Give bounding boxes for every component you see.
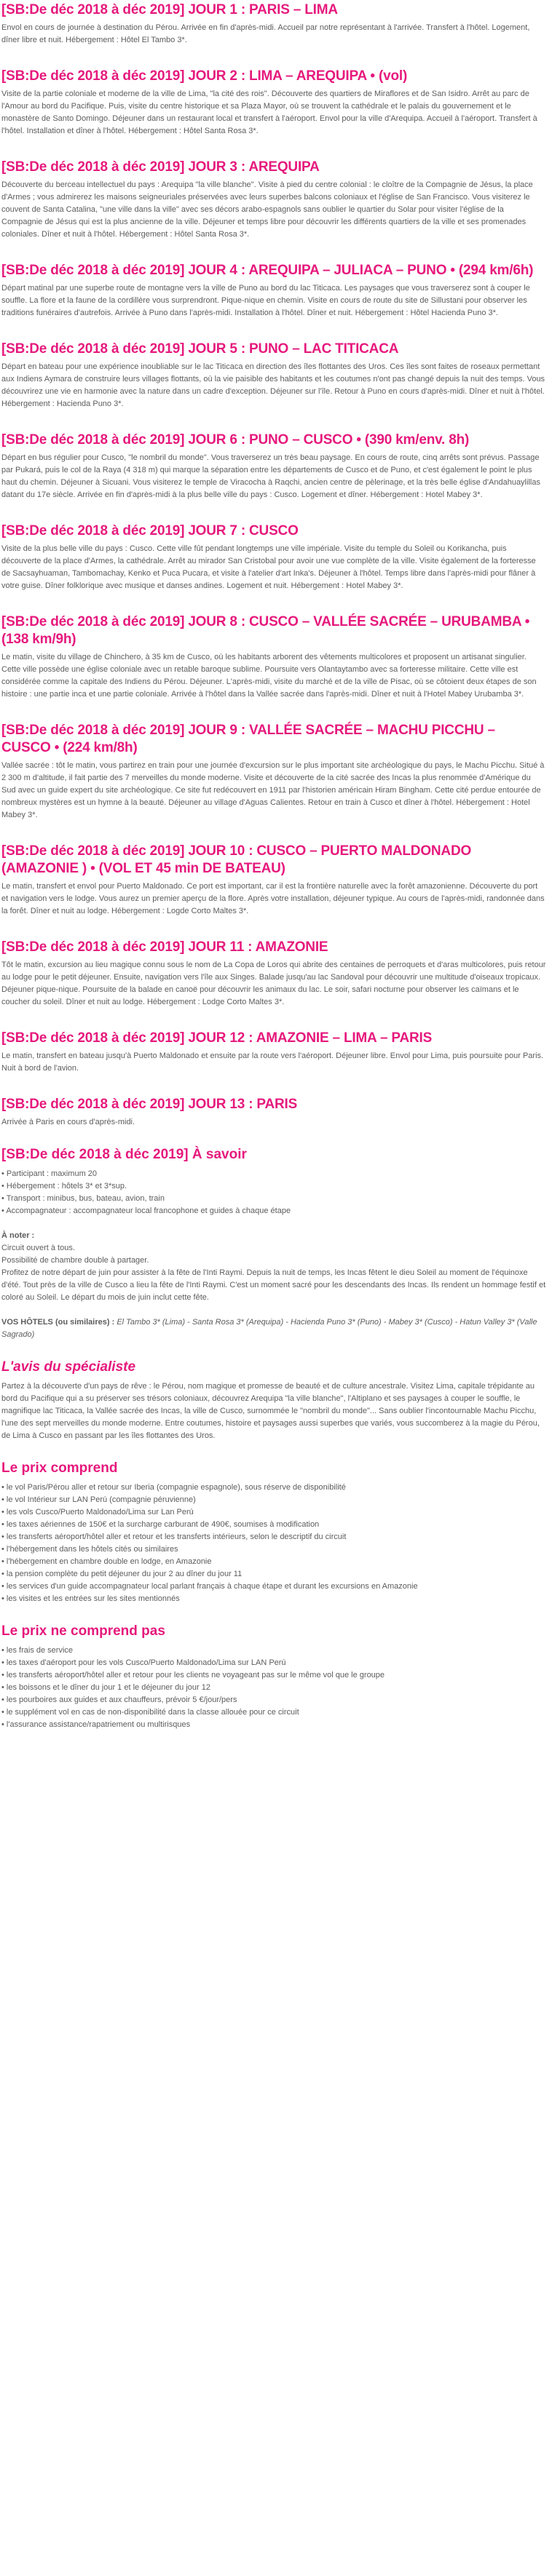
prix-comprend-title: Le prix comprend [1,1460,118,1476]
list-item: • les pourboires aux guides et aux chauffeurs, prévoir 5 €/jour/pers [1,1696,237,1704]
day-title: [SB:De déc 2018 à déc 2019] JOUR 6 : PUNO – CUSCO • (390 km/env. 8h) [1,432,470,448]
day-title: [SB:De déc 2018 à déc 2019] JOUR 11 : AMAZONIE [1,939,328,955]
prix-ne-comprend-section [1,1623,546,1731]
note-line: Profitez de notre départ de juin pour assister à la fête de l'Inti Raymi. Depuis la nuit de temps, les Incas fêtent le dieu Soleil au moment de l'équinoxe d'été. Tout près de la ville de Cusco a lieu la fête de l'Inti Raymi. C'est un moment sacré pour les descendants des Incas. Ils rendent un hommage festif et coloré au Soleil. Le départ du mois de juin inclut cette fête. [1,1268,546,1302]
hotels-text: El Tambo 3* (Lima) - Santa Rosa 3* (Arequipa) - Hacienda Puno 3* (Puno) - Mabey 3* (Cusco) - Hatun Valley 3* (Valle Sagrado) [1,1318,537,1339]
a-noter-heading: À noter : [1,1231,35,1240]
day-description: Visite de la plus belle ville du pays : Cusco. Cette ville fût pendant longtemps une ville impériale. Visite du temple du Soleil ou Korikancha, puis découverte de la place d'Armes, la cathédrale. Arrêt au mirador San Cristobal pour avoir une vue complète de la ville. Visite également de la forteresse de Sacsayhuaman, Tambomachay, Kenko et Puca Pucara, et visite à l'atelier d'art Inka's. Déjeuner à l'hôtel. Temps libre dans l'après-midi pour flâner à votre guise. Dîner folklorique avec musique et danses andines. Logement et nuit. Hébergement : Hotel Mabey 3*. [1,544,536,590]
list-item: • les services d'un guide accompagnateur local parlant français à chaque étape et durant les excursions en Amazonie [1,1582,418,1591]
a-savoir-list [1,1168,546,1217]
day-title: [SB:De déc 2018 à déc 2019] JOUR 2 : LIMA – AREQUIPA • (vol) [1,68,408,84]
a-savoir-section [1,1146,546,1341]
day-description: Vallée sacrée : tôt le matin, vous partirez en train pour une journée d'excursion sur le plus important site archéologique du pays, le Machu Picchu. Situé à 2 300 m d'altitude, il fait partie des 7 merveilles du monde moderne. Visite et découverte de la cité sacrée des Incas la plus renommée d'Amérique du Sud avec un guide expert du site archéologique. Ce site fut redécouvert en 1911 par l'historien américain Hiram Bingham. Cette cité perdue entourée de nombreux mystères est un hymne à la beauté. Déjeuner au village d'Aguas Calientes. Retour en train à Cusco et dîner à l'hôtel. Hébergement : Hotel Mabey 3*. [1,761,545,819]
list-item: • Accompagnateur : accompagnateur local francophone et guides à chaque étape [1,1206,291,1215]
note-line: Circuit ouvert à tous. [1,1244,75,1252]
day-block [1,159,546,241]
prix-comprend-list [1,1482,546,1605]
list-item: • Participant : maximum 20 [1,1169,98,1178]
day-description: Le matin, visite du village de Chinchero, à 35 km de Cusco, où les habitants arborent des vêtements multicolores et proposent un artisanat singulier. Cette ville possède une église coloniale avec un retable baroque sublime. Poursuite vers Olantaytambo avec sa forteresse militaire. Cette ville est considérée comme la capitale des Indiens du Pérou. Déjeuner. L'après-midi, visite du marché et de la ville de Pisac, où se côtoient deux étapes de son histoire : une partie inca et une partie coloniale. Arrivée à l'hôtel dans la Vallée sacrée dans l'après-midi. Dîner et nuit à l'Hotel Mabey Urubamba 3*. [1,653,537,699]
avis-title: L'avis du spécialiste [1,1359,136,1375]
hotels-block [1,1316,546,1341]
avis-text: Partez à la découverte d'un pays de rêve : le Pérou, nom magique et promesse de beauté et de culture ancestrale. Visitez Lima, capitale trépidante au bord du Pacifique qui a su préserver ses trésors coloniaux, découvrez Arequipa "la ville blanche", l'Altiplano et ses paysages à couper le souffle, le magnifique lac Titicaca, la Vallée sacrée des Incas, la ville de Cusco, surnommée le "nombril du monde"... Sans oublier l'incontournable Machu Picchu, l'une des sept merveilles du monde moderne. Entre coutumes, histoire et paysages aussi superbes que variés, vous succomberez à la magie du Pérou, de Lima à Cusco en passant par les îles flottantes des Uros. [1,1382,540,1440]
day-title: [SB:De déc 2018 à déc 2019] JOUR 3 : AREQUIPA [1,159,320,175]
prix-comprend-section [1,1460,546,1605]
day-block [1,613,546,701]
list-item: • le vol Intérieur sur LAN Perú (compagnie péruvienne) [1,1495,196,1504]
list-item: • les frais de service [1,1646,74,1655]
hotels-heading: VOS HÔTELS (ou similaires) : [1,1318,115,1327]
list-item: • les transferts aéroport/hôtel aller et retour pour les clients ne voyageant pas sur le même vol que le groupe [1,1671,385,1679]
day-title: [SB:De déc 2018 à déc 2019] JOUR 9 : VALLÉE SACRÉE – MACHU PICCHU – CUSCO • (224 km/8h) [1,723,495,755]
day-description: Départ en bus régulier pour Cusco, "le nombril du monde". Vous traverserez un très beau paysage. En cours de route, cinq arrêts sont prévus. Passage par Pukará, puis le col de la Raya (4 318 m) qui marque la séparation entre les départements de Cusco et de Puno, et c'est également le point le plus haut du chemin. Déjeuner à Sicuani. Vous visiterez le temple de Viracocha à Raqchi, ancien centre de pèlerinage, et la très belle église d'Andahuaylillas datant du 17e siècle. Arrivée en fin d'après-midi à la plus belle ville du pays : Cusco. Logement et dîner. Hébergement : Hotel Mabey 3*. [1,453,540,499]
day-list [1,1,546,1129]
day-block [1,432,546,501]
list-item: • les transferts aéroport/hôtel aller et retour et les transferts intérieurs, selon le descriptif du circuit [1,1533,347,1541]
day-block [1,522,546,592]
list-item: • l'hébergement dans les hôtels cités ou similaires [1,1545,178,1554]
list-item: • le vol Paris/Pérou aller et retour sur Iberia (compagnie espagnole), sous réserve de disponibilité [1,1483,346,1492]
day-block [1,1096,546,1129]
day-title: [SB:De déc 2018 à déc 2019] JOUR 7 : CUSCO [1,523,299,538]
day-block [1,1030,546,1075]
day-title: [SB:De déc 2018 à déc 2019] JOUR 5 : PUNO – LAC TITICACA [1,341,399,357]
list-item: • les taxes aériennes de 150€ et la surcharge carburant de 490€, soumises à modification [1,1520,320,1529]
day-title: [SB:De déc 2018 à déc 2019] JOUR 12 : AMAZONIE – LIMA – PARIS [1,1030,433,1046]
day-block [1,341,546,410]
list-item: • les vols Cusco/Puerto Maldonado/Lima sur Lan Perú [1,1508,194,1516]
list-item: • les boissons et le dîner du jour 1 et le déjeuner du jour 12 [1,1683,210,1692]
day-block [1,843,546,918]
list-item: • Transport : minibus, bus, bateau, avion, train [1,1194,165,1203]
day-title: [SB:De déc 2018 à déc 2019] JOUR 1 : PARIS – LIMA [1,2,338,17]
day-title: [SB:De déc 2018 à déc 2019] JOUR 10 : CUSCO – PUERTO MALDONADO (AMAZONIE ) • (VOL ET 45 min DE BATEAU) [1,843,472,876]
list-item: • les taxes d'aéroport pour les vols Cusco/Puerto Maldonado/Lima sur LAN Perú [1,1658,286,1667]
day-block [1,722,546,822]
avis-section [1,1359,546,1442]
list-item: • l'hébergement en chambre double en lodge, en Amazonie [1,1557,212,1566]
day-description: Arrivée à Paris en cours d'après-midi. [1,1118,135,1126]
day-description: Visite de la partie coloniale et moderne de la ville de Lima, "la cité des rois". Découverte des quartiers de Miraflores et de San Isidro. Arrêt au parc de l'Amour au bord du Pacifique. Puis, visite du centre historique et sa Plaza Mayor, où se trouvent la cathédrale et le palais du gouvernement et le monastère de Santo Domingo. Déjeuner dans un restaurant local et transfert à l'aéroport. Envol pour la ville d'Arequipa. Accueil à l'aéroport. Transfert à l'hôtel. Installation et dîner à l'hôtel. Hébergement : Hôtel Santa Rosa 3*. [1,90,537,135]
day-description: Le matin, transfert et envol pour Puerto Maldonado. Ce port est important, car il est la frontière naturelle avec la forêt amazonienne. Découverte du port et navigation vers le lodge. Vous aurez un premier aperçu de la flore. Après votre installation, déjeuner typique. Au cours de l'après-midi, randonnée dans la forêt. Dîner et nuit au lodge. Hébergement : Logde Corto Maltes 3*. [1,882,545,915]
day-block [1,68,546,138]
prix-ne-comprend-title: Le prix ne comprend pas [1,1623,165,1639]
a-noter-block [1,1230,546,1304]
day-description: Départ matinal par une superbe route de montagne vers la ville de Puno au bord du lac Titicaca. Les paysages que vous traverserez sont à couper le souffle. La flore et la faune de la cordillère vous surprendront. Pique-nique en chemin. Visite en cours de route du site de Sillustani pour observer les traditions funéraires d'autrefois. Arrivée à Puno dans l'après-midi. Installation à l'hôtel. Dîner et nuit. Hébergement : Hôtel Hacienda Puno 3*. [1,284,530,317]
day-block [1,262,546,319]
day-description: Découverte du berceau intellectuel du pays : Arequipa "la ville blanche". Visite à pied du centre colonial : le cloître de la Compagnie de Jésus, la place d'Armes ; vous admirerez les maisons seigneuriales préservées avec leurs superbes balcons coloniaux et l'église de San Francisco. Vous visiterez le couvent de Santa Catalina, "une ville dans la ville" avec ses décors arabo-espagnols sans oublier le quartier du Solar pour visiter l'église de la Compagnie de Jésus qui est la plus ancienne de la ville. Déjeuner et temps libre pour découvrir les différents quartiers de la ville et ses promenades coloniales. Dîner et nuit à l'hôtel. Hébergement : Hôtel Santa Rosa 3*. [1,180,533,239]
list-item: • l'assurance assistance/rapatriement ou multirisques [1,1720,191,1729]
list-item: • Hébergement : hôtels 3* et 3*sup. [1,1182,127,1190]
day-description: Envol en cours de journée à destination du Pérou. Arrivée en fin d'après-midi. Accueil par notre représentant à l'arrivée. Transfert à l'hôtel. Logement, dîner libre et nuit. Hébergement : Hôtel El Tambo 3*. [1,23,530,44]
day-block [1,939,546,1009]
note-line: Possibilité de chambre double à partager. [1,1256,149,1265]
day-title: [SB:De déc 2018 à déc 2019] JOUR 8 : CUSCO – VALLÉE SACRÉE – URUBAMBA • (138 km/9h) [1,614,530,647]
list-item: • le supplément vol en cas de non-disponibilité dans la classe allouée pour ce circuit [1,1708,299,1717]
day-title: [SB:De déc 2018 à déc 2019] JOUR 4 : AREQUIPA – JULIACA – PUNO • (294 km/6h) [1,263,534,278]
day-description: Tôt le matin, excursion au lieu magique connu sous le nom de La Copa de Loros qui abrite des centaines de perroquets et d'aras multicolores, puis retour au lodge pour le petit déjeuner. Ensuite, navigation vers l'île aux Singes. Balade jusqu'au lac Sandoval pour découvrir une multitude d'oiseaux tropicaux. Déjeuner pique-nique. Poursuite de la balade en canoë pour découvrir les animaux du lac. Le soir, safari nocturne pour observer les caïmans et le coucher du soleil. Dîner et nuit au lodge. Hébergement : Lodge Corto Maltes 3*. [1,961,546,1006]
day-description: Départ en bateau pour une expérience inoubliable sur le lac Titicaca en direction des îles flottantes des Uros. Ces îles sont faites de roseaux permettant aux Indiens Aymara de construire leurs villages flottants, où la vie paisible des habitants et les coutumes n'ont pas changé depuis la nuit des temps. Vous découvrirez une vie en harmonie avec la nature dans un cadre d'exception. Déjeuner sur l'île. Retour à Puno en cours d'après-midi. Dîner et nuit à l'hôtel. Hébergement : Hacienda Puno 3*. [1,362,545,408]
list-item: • les visites et les entrées sur les sites mentionnés [1,1594,180,1603]
day-description: Le matin, transfert en bateau jusqu'à Puerto Maldonado et ensuite par la route vers l'aéroport. Déjeuner libre. Envol pour Lima, puis poursuite pour Paris. Nuit à bord de l'avion. [1,1052,544,1073]
a-savoir-title: [SB:De déc 2018 à déc 2019] À savoir [1,1147,247,1162]
list-item: • la pension complète du petit déjeuner du jour 2 au dîner du jour 11 [1,1570,243,1578]
prix-ne-comprend-list [1,1645,546,1731]
day-title: [SB:De déc 2018 à déc 2019] JOUR 13 : PARIS [1,1097,298,1112]
day-block [1,1,546,47]
